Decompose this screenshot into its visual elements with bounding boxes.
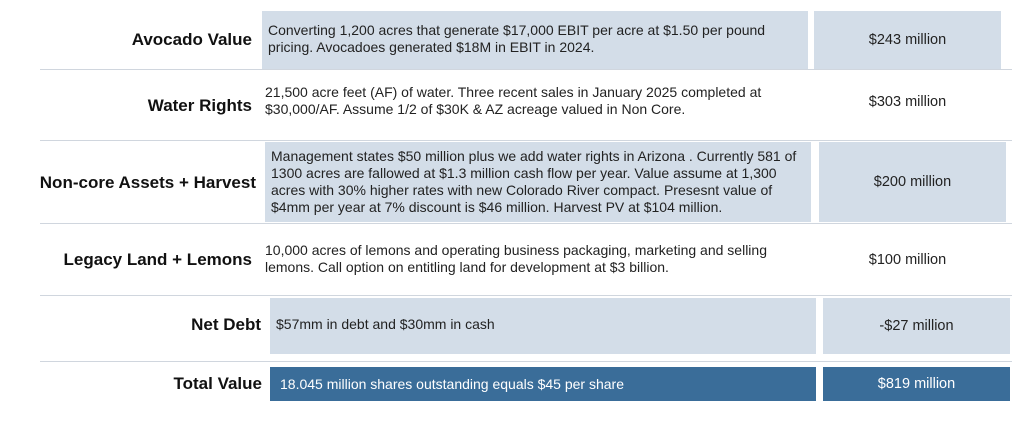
- row-label-total-value: Total Value: [173, 374, 262, 393]
- row-divider: [40, 295, 1012, 296]
- row-description-water-rights: 21,500 acre feet (AF) of water. Three recent sales in January 2025 completed at $30,000/AF. Assume 1/2 of $30K & AZ acreage valued in Non Core.: [265, 84, 762, 117]
- row-label-avocado: Avocado Value: [131, 30, 252, 49]
- row-value-net-debt: -$27 million: [823, 298, 1010, 354]
- row-description-net-debt: $57mm in debt and $30mm in cash: [270, 298, 816, 354]
- row-divider: [40, 69, 1012, 70]
- row-label-non-core: Non-core Assets + Harvest: [39, 173, 256, 192]
- row-description-total-value: 18.045 million shares outstanding equals $45 per share: [270, 367, 816, 401]
- row-description-avocado: Converting 1,200 acres that generate $17,000 EBIT per acre at $1.50 per pound pricing. Avocadoes generated $18M in EBIT in 2024.: [262, 11, 808, 69]
- row-description-non-core: Management states $50 million plus we add water rights in Arizona . Currently 581 of 1300 acres are fallowed at $1.3 million cash flow per year. Value assume at 1,300 acres with 30% higher rates with new Colorado River compact. Presesnt value of $4mm per year at 7% discount is $46 million. Harvest PV at $104 million.: [265, 142, 811, 222]
- row-value-total-value: $819 million: [823, 367, 1010, 401]
- row-divider: [40, 223, 1012, 224]
- row-value-avocado: $243 million: [814, 11, 1001, 69]
- row-divider: [40, 361, 1012, 362]
- row-description-legacy-land: 10,000 acres of lemons and operating business packaging, marketing and selling lemons. Call option on entitling land for development at $3 billion.: [265, 242, 767, 275]
- row-divider: [40, 140, 1012, 141]
- row-value-non-core: $200 million: [819, 142, 1006, 222]
- row-value-water-rights: $303 million: [868, 94, 947, 110]
- row-label-water-rights: Water Rights: [147, 96, 252, 115]
- row-label-legacy-land: Legacy Land + Lemons: [63, 250, 252, 269]
- row-value-legacy-land: $100 million: [868, 252, 947, 268]
- row-label-net-debt: Net Debt: [191, 315, 261, 334]
